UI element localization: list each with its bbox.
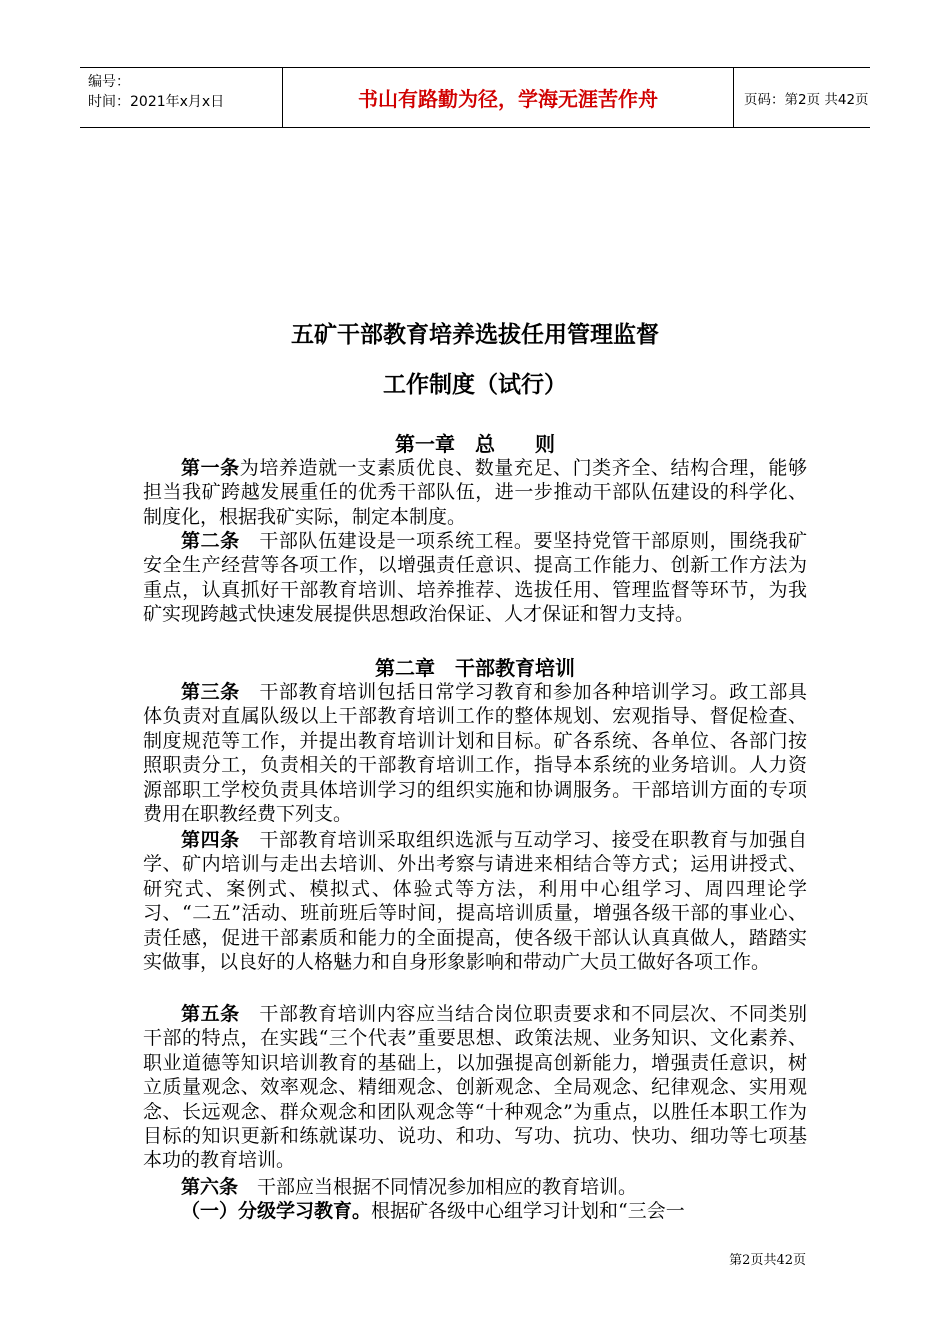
header-meta xyxy=(80,68,282,127)
article-6 xyxy=(143,1175,807,1199)
article-lead: 第四条 xyxy=(181,829,240,851)
document-number: 编号： xyxy=(88,74,130,90)
header-table xyxy=(80,67,870,128)
article-lead: （一）分级学习教育。 xyxy=(181,1200,372,1222)
article-text: 根据矿各级中心组学习计划和“三会一 xyxy=(371,1200,685,1222)
header-page-number: 页码：第2页 共42页 xyxy=(744,91,869,108)
document-time: 时间：2021年x月x日 xyxy=(88,94,225,110)
article-6-item-1 xyxy=(143,1199,807,1223)
footer-page-number: 第2页共42页 xyxy=(729,1253,806,1268)
article-lead: 第二条 xyxy=(181,530,240,552)
document-title-line-1: 五矿干部教育培养选拔任用管理监督 xyxy=(291,322,659,348)
article-5 xyxy=(143,1002,807,1173)
article-text: 为培养造就一支素质优良、数量充足、门类齐全、结构合理，能够担当我矿跨越发展重任的优秀干部队伍，进一步推动干部队伍建设的科学化、制度化，根据我矿实际，制定本制度。 xyxy=(143,457,807,528)
article-4 xyxy=(143,828,807,974)
article-text: 干部队伍建设是一项系统工程。要坚持党管干部原则，围绕我矿安全生产经营等各项工作，以增强责任意识、提高工作能力、创新工作方法为重点，认真抓好干部教育培训、培养推荐、选拔任用、管理监督等环节，为我矿实现跨越式快速发展提供思想政治保证、人才保证和智力支持。 xyxy=(143,530,807,626)
article-text: 干部教育培训内容应当结合岗位职责要求和不同层次、不同类别干部的特点，在实践“三个代表”重要思想、政策法规、业务知识、文化素养、职业道德等知识培训教育的基础上，以加强提高创新能力，增强责任意识，树立质量观念、效率观念、精细观念、创新观念、全局观念、纪律观念、实用观念、长远观念、群众观念和团队观念等“十种观念”为重点，以胜任本职工作为目标的知识更新和练就谋功、说功、和功、写功、抗功、快功、细功等七项基本功的教育培训。 xyxy=(143,1003,807,1172)
document-title-line-2: 工作制度（试行） xyxy=(383,372,567,398)
chapter-heading-1: 第一章 总 则 xyxy=(395,432,555,456)
article-1 xyxy=(143,456,807,529)
article-lead: 第一条 xyxy=(181,457,240,479)
article-text: 干部教育培训包括日常学习教育和参加各种培训学习。政工部具体负责对直属队级以上干部教育培训工作的整体规划、宏观指导、督促检查、制度规范等工作，并提出教育培训计划和目标。矿各系统、各单位、各部门按照职责分工，负责相关的干部教育培训工作，指导本系统的业务培训。人力资源部职工学校负责具体培训学习的组织实施和协调服务。干部培训方面的专项费用在职教经费下列支。 xyxy=(143,681,807,826)
header-motto: 书山有路勤为径，学海无涯苦作舟 xyxy=(282,68,734,127)
article-lead: 第三条 xyxy=(181,681,240,703)
article-2 xyxy=(143,529,807,627)
article-3 xyxy=(143,680,807,826)
article-text: 干部教育培训采取组织选派与互动学习、接受在职教育与加强自学、矿内培训与走出去培训、外出考察与请进来相结合等方式；运用讲授式、研究式、案例式、模拟式、体验式等方法，利用中心组学习、周四理论学习、“二五”活动、班前班后等时间，提高培训质量，增强各级干部的事业心、责任感，促进干部素质和能力的全面提高，使各级干部认认真真做人，踏踏实实做事，以良好的人格魅力和自身形象影响和带动广大员工做好各项工作。 xyxy=(143,829,807,974)
article-lead: 第六条 xyxy=(181,1176,239,1198)
chapter-heading-2: 第二章 干部教育培训 xyxy=(375,656,575,680)
article-lead: 第五条 xyxy=(181,1003,240,1025)
article-text: 干部应当根据不同情况参加相应的教育培训。 xyxy=(238,1176,638,1198)
